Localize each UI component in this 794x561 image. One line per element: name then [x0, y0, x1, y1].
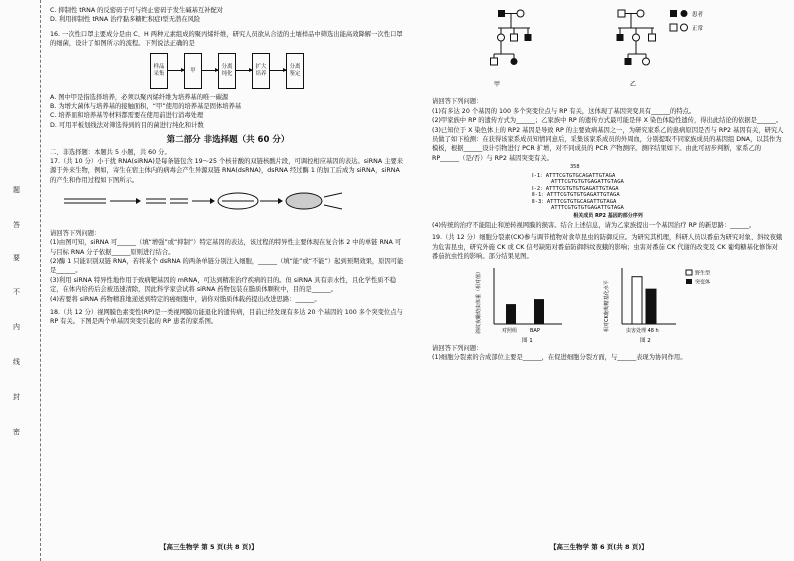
margin-char: 内 [13, 323, 20, 331]
legend-mutant: 突变体 [695, 279, 711, 286]
footer-page6: 【高三生物学 第 6 页(共 8 页)】 [550, 543, 648, 551]
q16-option-b: B. 为增大菌体与培养基的接触面积，“甲”使用的培养基是固体培养基 [50, 103, 242, 111]
figure2-bar-chart [600, 262, 740, 344]
normal-female [517, 10, 524, 17]
margin-char: 答 [13, 221, 20, 229]
q18-part3: (3)已知位于 X 染色体上的 RP2 基因是导致 RP 的主要致病基因之一，为研究家系乙的患病原因是否与 RP2 基因有关，研究人员做了如下检测：在获得该家系成员知情同意后，采集该家系成员的外周血，分别提取不同家族成员的基因组 DNA，以其作为模板，根据______设计引物进行 PCR 扩增，对不同成员的 PCR 产物测序。测序结果如下。由此可初步判断，家系乙的 RP______（是/否）与 RP2 基因突变有关。 [432, 126, 784, 162]
legend-affected-female [681, 10, 688, 17]
part2-title: 第二部分 非选择题（共 60 分） [166, 135, 290, 146]
q19-part1: (1)细胞分裂素的合成部位主要是______，在促进细胞分裂方面，与______表现为协同作用。 [432, 354, 687, 362]
option-d: D. 利用抑制性 tRNA 治疗黏多糖贮积症Ⅰ型无潜在风险 [50, 16, 201, 24]
affected-female [511, 58, 518, 65]
affected-male [617, 34, 624, 41]
q17-stem: 17.（共 10 分）小干扰 RNA(siRNA)是每条链包含 19～25 个核苷酸的双链核酸片段，可调控相应基因的表达。siRNA 主要来源于外来生物，例如，寄生在宿主体内的病毒会产生异源双链 RNA(dsRNA)，dsRNA 经过酶 1 的加工后成为 siRNA，siRNA 的产生和作用过程如下图所示。 [50, 158, 404, 184]
q16-option-c: C. 培养皿和培养基等材料都需要在使用前进行消毒处理 [50, 112, 204, 120]
fig1-caption: 图 1 [522, 337, 533, 344]
flow-box: 分离鉴定 [286, 53, 304, 89]
sequence-caption: 相关成员 RP2 基因的部分序列 [573, 212, 643, 219]
q17-part4: (4)若要将 siRNA 药物精准地递送到特定的癌细胞中，请你对脂质体载药提出改进思路：______。 [50, 295, 321, 303]
binding-margin [0, 0, 41, 561]
arrow-down [324, 205, 342, 209]
legend-normal-male [670, 24, 677, 31]
normal-female [643, 58, 650, 65]
q16-stem: 16. 一次性口罩主要成分是由 C、H 两种元素组成的聚丙烯纤维，研究人员欲从合适的土壤样品中筛选出能高效降解一次性口罩的细菌，设计了如图所示的流程。下列说法正确的是 [50, 30, 403, 48]
q19-figures [432, 262, 784, 344]
legend-swatch-wildtype [686, 270, 692, 275]
q18-part1: (1)有多达 20 个基因的 100 多个突变位点与 RP 有关，这体现了基因突变具有______的特点。 [432, 107, 696, 115]
legend-affected-male [670, 10, 677, 17]
q17-part3: (3)利用 siRNA 特异性地作用于致病靶基因的 mRNA，可达到精准治疗疾病的目的。但 siRNA 具有亲水性，且化学性质不稳定，在体内给药后会被迅速清除，因此科学家尝试将 siRNA 药物包装在脂质体颗粒中，目的是______。 [50, 276, 397, 294]
flow-box: 甲 [184, 53, 202, 89]
sirna-process-figure [50, 185, 406, 225]
flow-box: 样品采集 [150, 53, 168, 89]
margin-char: 密 [13, 428, 20, 436]
fig1-bars [502, 299, 544, 334]
sequence-line: ATTTCGTGTGTGAGATTGTAGA [551, 205, 624, 212]
option-c: C. 抑制性 tRNA 的反密码子可与终止密码子发生碱基互补配对 [50, 7, 224, 14]
sequence-line: Ⅰ-2：ATTTCGTGTGTGAGATTGTAGA [532, 185, 619, 192]
fig2-bar-wildtype [632, 276, 642, 323]
normal-female [637, 10, 644, 17]
sequence-line: Ⅱ-3：ATTTCGTGTGCAGATTGTAGA [532, 198, 617, 205]
margin-char: 不 [13, 288, 20, 296]
margin-char: 要 [13, 254, 20, 262]
arrow-head [210, 198, 215, 204]
q18-part4: (4)传统的治疗不能阻止和逆转视网膜的损害。结合上述信息，请为乙家族提出一个基因治疗 RP 的新思路：______。 [432, 222, 756, 230]
pedigree-yi [617, 10, 656, 88]
legend-patient: 患者 [692, 12, 704, 18]
sequence-line: ATTTCGTGTGTGAGATTGTAGA [551, 179, 624, 186]
sequence-line: Ⅰ-1：ATTTCGTGTGCAGATTGTAGA [532, 172, 616, 179]
sequence-line: Ⅱ-1：ATTTCGTGTGTGAGATTGTAGA [532, 192, 620, 199]
q16-option-d: D. 可用平板划线法对筛选得到的目的菌进行纯化和计数 [50, 121, 204, 129]
right-column [432, 6, 784, 363]
q19-ask: 请回答下列问题： [432, 344, 483, 352]
normal-male [491, 58, 498, 65]
q19-stem: 19.（共 12 分）细胞分裂素(CK)参与调节植物对食草昆虫的防御反应。为研究其机理，科研人员以番茄为研究对象、斜纹夜蛾为危害昆虫，研究外施 CK 或 CK 信号缺陷对番茄防御斜纹夜蛾的影响；虫害对番茄 CK 代谢的改变及 CK 葡萄糖基化修饰对番茄抗虫性的影响。部分结果见图。 [432, 234, 783, 261]
arrow-up [324, 193, 342, 197]
q17-part1: (1)由图可知，siRNA 可______（填“增强”或“抑制”）特定基因的表达，该过程的特异性主要体现在复合体 2 中的单链 RNA 可与目标 RNA 分子依据______原则进行结合。 [50, 239, 402, 256]
pedigree-jia [491, 10, 532, 88]
label-yi: 乙 [630, 81, 637, 88]
affected-male [625, 58, 632, 65]
affected-male [525, 34, 532, 41]
pedigree-legend [670, 10, 704, 32]
figure1-bar-chart [472, 262, 592, 344]
sirna-strands [146, 199, 188, 203]
q17-part2: (2)酶 1 只能识别双链 RNA，若将某个 dsRNA 的两条单链分别注入细胞，______（填“能”或“不能”）起到预期效果，原因可能是______。 [50, 257, 404, 275]
dsrna-strand [64, 199, 106, 203]
q16-flowchart [150, 52, 406, 90]
q17-ask: 请回答下列问题： [50, 229, 101, 237]
margin-char: 题 [13, 186, 20, 194]
fig2-bars [626, 276, 659, 333]
q18-stem: 18.（共 12 分）视网膜色素变性(RP)是一类视网膜功能退化的遗传病，目前已经发现有多达 20 个基因的 100 多个突变位点与 RP 有关。下图是两个单基因突变引起的 RP 患者的家系图。 [50, 308, 403, 326]
sequence-block [532, 173, 784, 212]
q18-part2: (2)甲家族中 RP 的遗传方式为______；乙家族中 RP 的遗传方式最可能是伴 X 染色体隐性遗传，得出此结论的依据是______。 [432, 117, 783, 125]
fig1-ylabel: 斜纹夜蛾幼虫体重（相对值） [476, 268, 482, 334]
fig1-tick-label: BAP [530, 327, 540, 334]
label-jia: 甲 [494, 81, 501, 88]
sequence-position: 358 [570, 164, 580, 171]
flow-arrow [168, 70, 184, 71]
legend-normal-female [681, 24, 688, 31]
pedigree-figure [432, 6, 784, 94]
normal-male [618, 10, 625, 17]
legend-swatch-mutant [686, 279, 692, 284]
normal-female [498, 34, 505, 41]
fig2-caption: 图 2 [640, 337, 651, 344]
margin-char: 线 [13, 358, 20, 366]
fig2-tick-label: 虫害处理 48 h [626, 327, 659, 334]
arrow-head [136, 198, 141, 204]
left-column [50, 6, 406, 327]
flow-arrow [270, 70, 286, 71]
legend-normal: 正常 [692, 26, 704, 32]
fig1-tick-label: 对照组 [502, 327, 518, 334]
arrow-head [278, 198, 283, 204]
margin-char: 封 [13, 393, 20, 401]
flow-arrow [202, 70, 218, 71]
normal-female [633, 34, 640, 41]
fig2-bar-mutant [646, 289, 656, 324]
legend-wildtype: 野生型 [695, 270, 711, 277]
fig1-bar [534, 299, 544, 324]
normal-male [511, 34, 518, 41]
affected-male [498, 10, 505, 17]
flow-box: 扩大培养 [252, 53, 270, 89]
normal-male [649, 34, 656, 41]
q18-ask: 请回答下列问题： [432, 98, 483, 106]
fig1-bar [506, 304, 516, 324]
q16-option-a: A. 图中甲是指选择培养，必须以聚丙烯纤维为培养基的唯一碳源 [50, 93, 229, 101]
flow-box: 分离纯化 [218, 53, 236, 89]
flow-arrow [236, 70, 252, 71]
part2-note: 二、非选择题：本题共 5 小题，共 60 分。 [50, 148, 171, 156]
complex2-ellipse [286, 193, 322, 209]
footer-page5: 【高三生物学 第 5 页(共 8 页)】 [160, 543, 258, 551]
fig2-ylabel: 相对CK葡萄糖基化水平 [604, 279, 610, 332]
